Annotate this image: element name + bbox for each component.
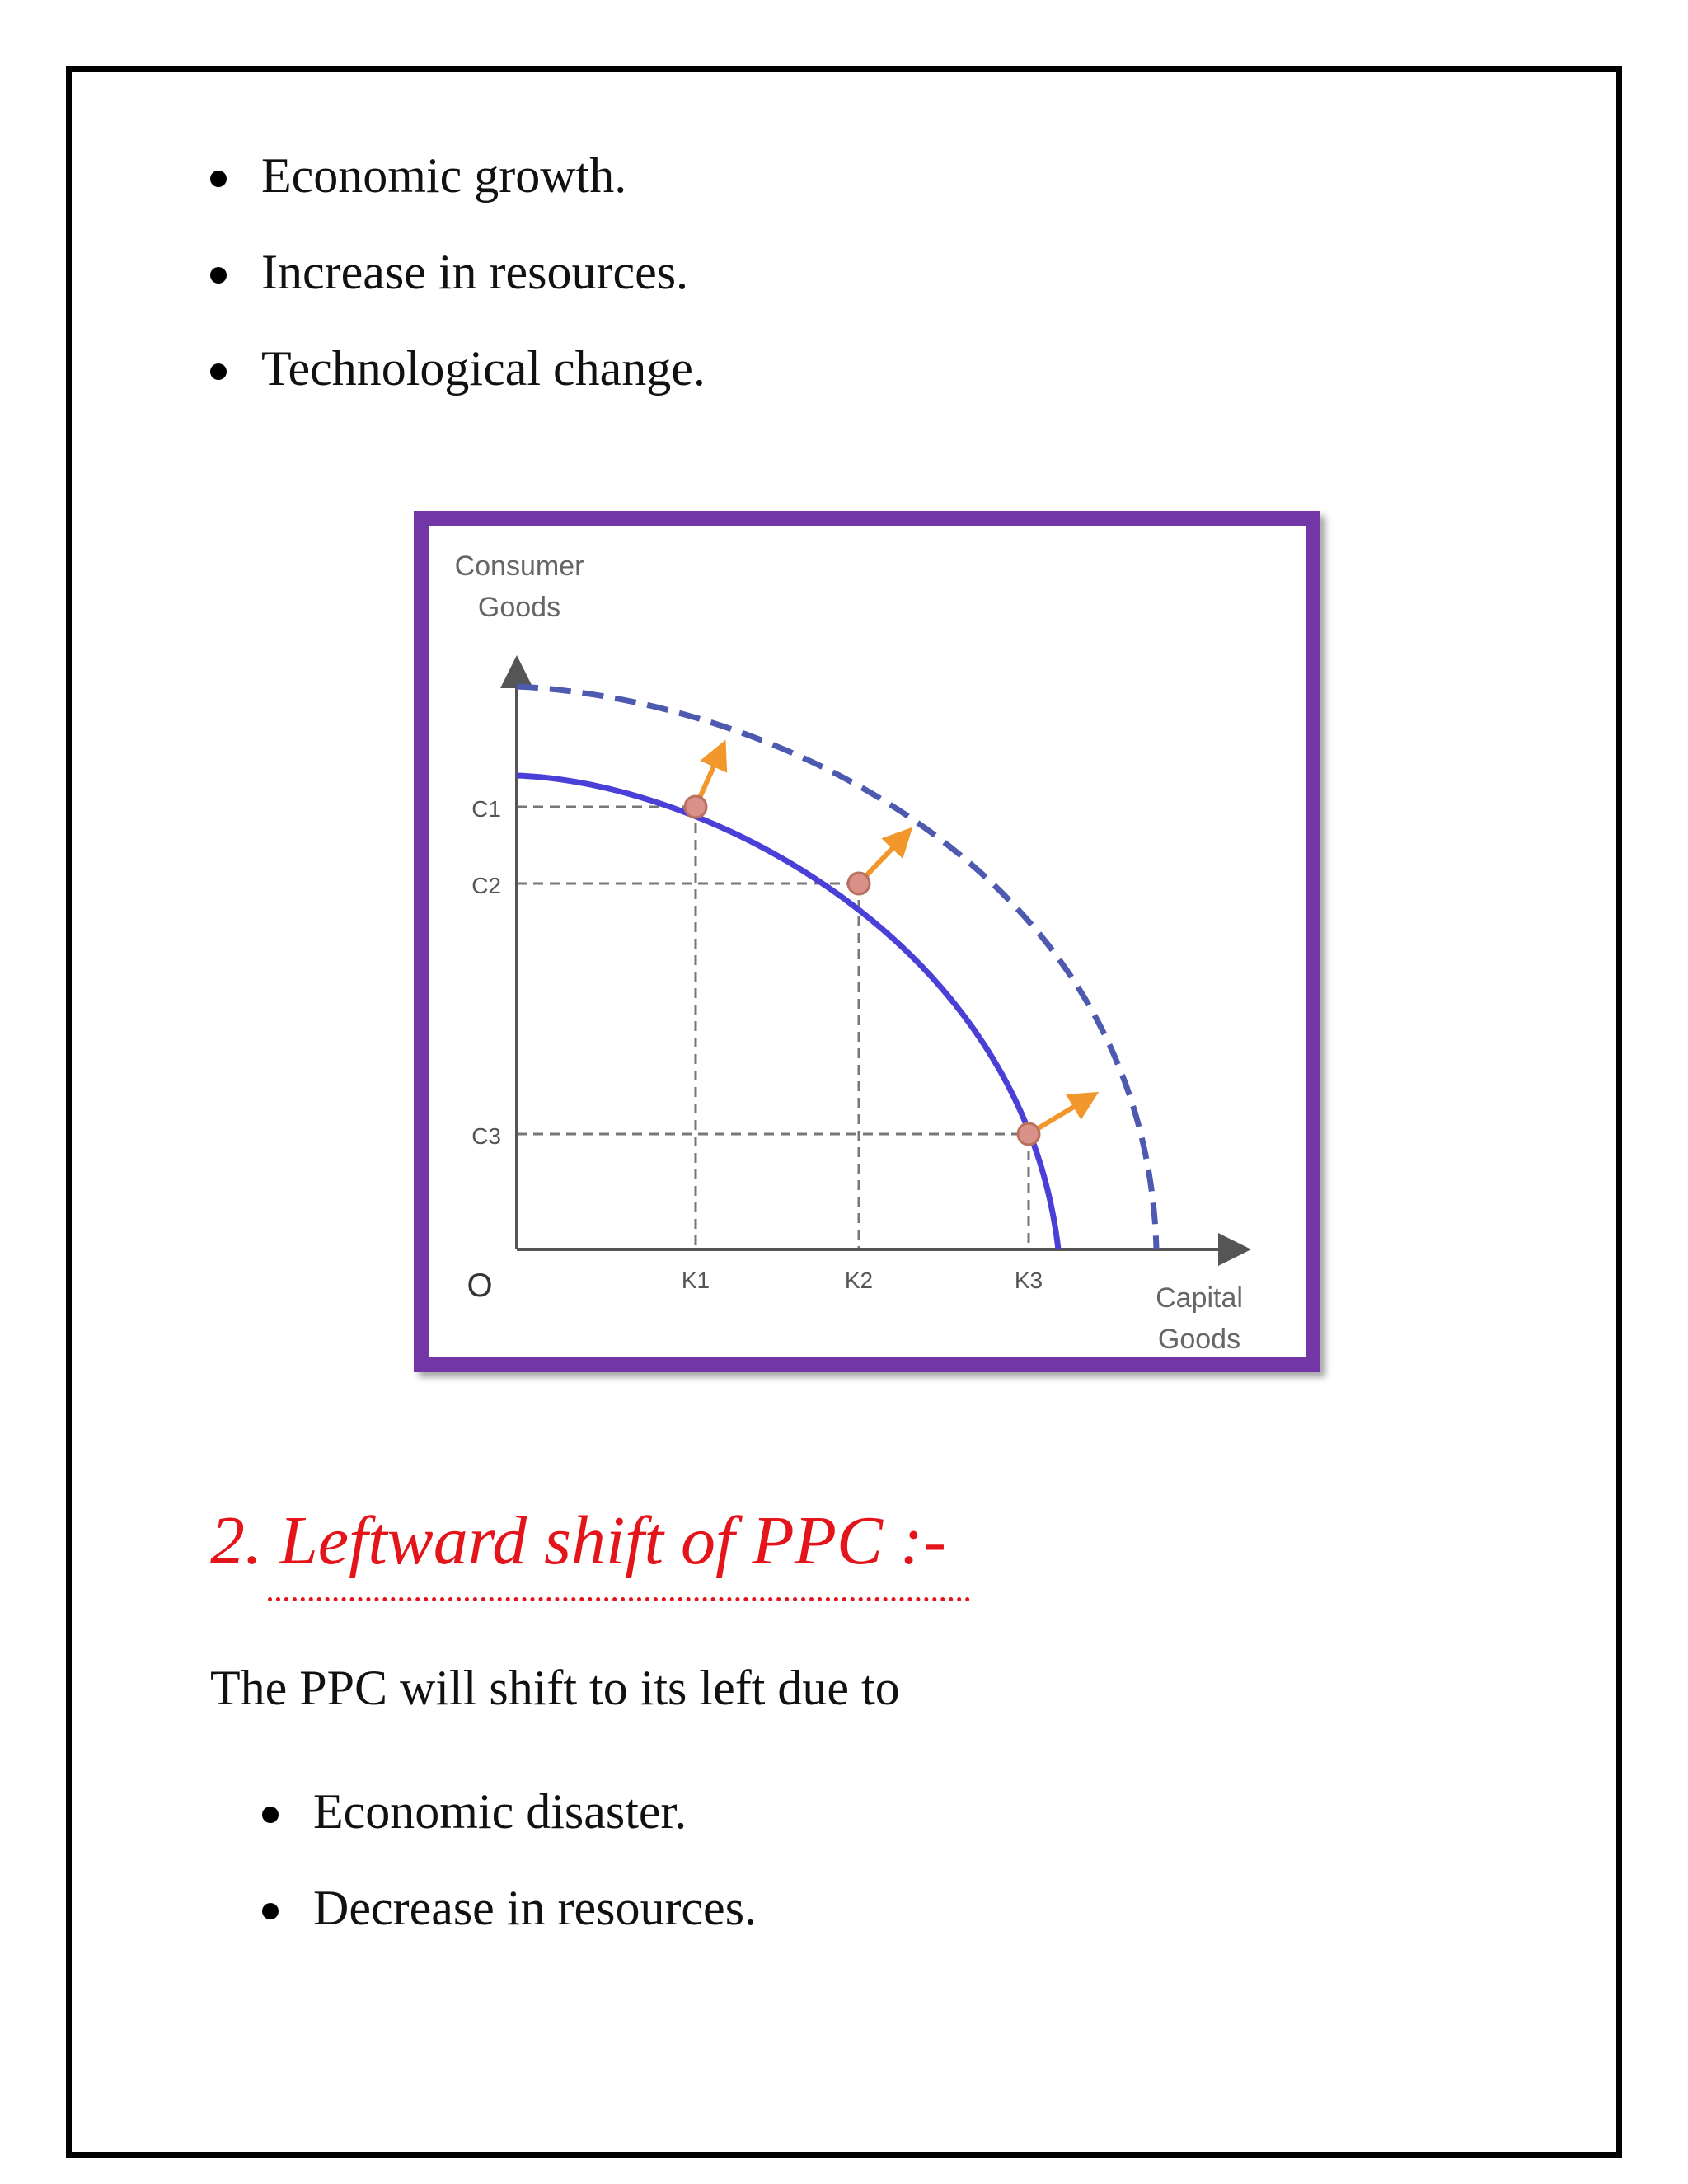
- point-k3-c3: [1018, 1123, 1039, 1145]
- x-axis-label-line2: Goods: [1157, 1324, 1241, 1355]
- bullet-icon: [262, 1903, 279, 1919]
- bullet-icon: [210, 363, 227, 380]
- list-item-text: Economic growth.: [261, 148, 627, 203]
- y-axis-label-line2: Goods: [477, 592, 561, 623]
- y-tick-c1: C1: [471, 796, 501, 822]
- list-item-text: Economic disaster.: [313, 1784, 687, 1839]
- ppc-diagram-frame: [414, 511, 1320, 1372]
- point-k2-c2: [848, 873, 870, 894]
- guide-lines: [517, 807, 1029, 1249]
- bullet-icon: [210, 171, 227, 187]
- section-heading: 2. Leftward shift of PPC :-: [210, 1502, 946, 1579]
- x-axis-label-line1: Capital: [1156, 1282, 1243, 1314]
- list-item: [262, 1784, 757, 1839]
- y-tick-c3: C3: [471, 1123, 501, 1149]
- x-tick-k1: K1: [681, 1268, 710, 1293]
- causes-of-leftward-shift-list: [262, 1784, 757, 1980]
- y-axis-label-line1: Consumer: [454, 551, 584, 582]
- causes-of-rightward-shift-list: [210, 148, 706, 440]
- x-tick-k2: K2: [844, 1268, 874, 1293]
- ppc-diagram: [429, 526, 1306, 1357]
- section-intro-text: The PPC will shift to its left due to: [210, 1661, 900, 1715]
- list-item: [210, 341, 706, 396]
- x-tick-k3: K3: [1014, 1268, 1043, 1293]
- list-item-text: Decrease in resources.: [313, 1881, 757, 1935]
- y-tick-c2: C2: [471, 873, 501, 898]
- original-ppc-curve: [517, 776, 1058, 1249]
- list-item: [210, 247, 706, 297]
- list-item: [210, 148, 706, 203]
- list-item: [262, 1883, 757, 1933]
- list-item-text: Technological change.: [261, 341, 706, 396]
- list-item-text: Increase in resources.: [261, 245, 689, 299]
- shifted-ppc-curve: [517, 687, 1156, 1249]
- bullet-icon: [262, 1807, 279, 1823]
- production-points: [685, 796, 1039, 1145]
- heading-underline: [268, 1597, 970, 1601]
- origin-label: O: [467, 1268, 493, 1304]
- bullet-icon: [210, 267, 227, 284]
- point-k1-c1: [685, 796, 706, 818]
